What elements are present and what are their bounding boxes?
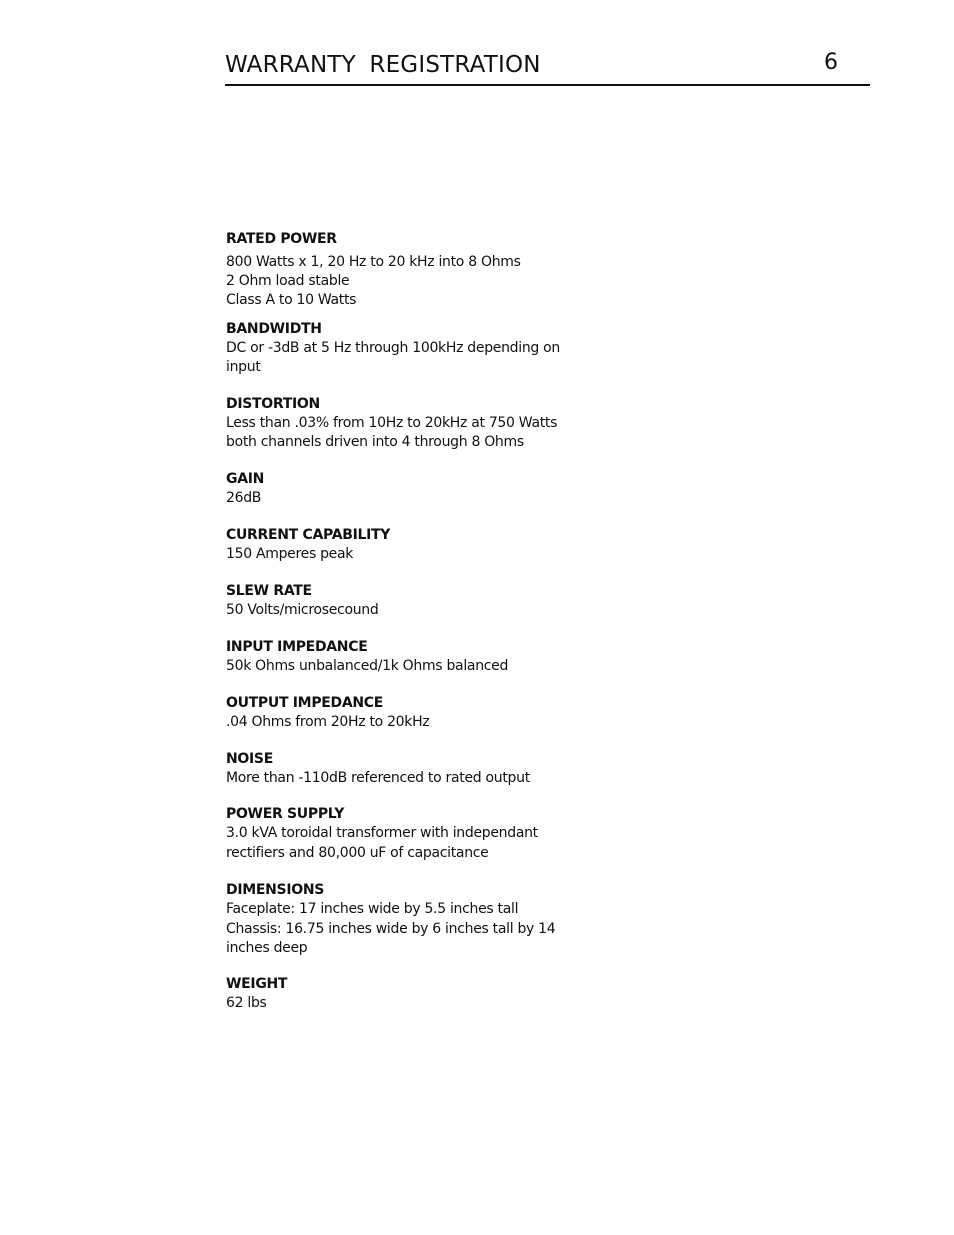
- spec-line: Chassis: 16.75 inches wide by 6 inches tall by 14: [226, 920, 556, 937]
- spec-body: [226, 489, 646, 508]
- spec-heading: RATED POWER: [226, 231, 337, 247]
- spec-body: [226, 769, 646, 788]
- spec-distortion: [226, 395, 646, 452]
- spec-line: Class A to 10 Watts: [226, 292, 357, 308]
- spec-line: .04 Ohms from 20Hz to 20kHz: [226, 714, 430, 730]
- spec-line: 2 Ohm load stable: [226, 273, 350, 289]
- spec-body: [226, 657, 646, 676]
- spec-gain: [226, 470, 646, 508]
- spec-body: [226, 414, 646, 452]
- spec-bandwidth: [226, 320, 646, 377]
- spec-heading: CURRENT CAPABILITY: [226, 527, 391, 543]
- spec-line: 150 Amperes peak: [226, 546, 354, 562]
- page-number: 6: [824, 50, 838, 75]
- spec-body: [226, 713, 646, 732]
- spec-dimensions: [226, 881, 646, 959]
- spec-line: 62 lbs: [226, 995, 267, 1011]
- spec-heading: DISTORTION: [226, 396, 320, 412]
- spec-heading: SLEW RATE: [226, 583, 312, 599]
- spec-heading: NOISE: [226, 751, 273, 767]
- page-title: WARRANTY REGISTRATION: [225, 52, 541, 78]
- spec-heading: GAIN: [226, 471, 265, 487]
- spec-heading: WEIGHT: [226, 976, 288, 992]
- spec-line: input: [226, 359, 261, 375]
- spec-noise: [226, 750, 646, 788]
- spec-rated-power: [226, 230, 646, 310]
- spec-body: [226, 545, 646, 564]
- spec-body: [226, 823, 646, 863]
- spec-line: Faceplate: 17 inches wide by 5.5 inches tall: [226, 901, 519, 917]
- spec-heading: DIMENSIONS: [226, 882, 325, 898]
- spec-line: rectifiers and 80,000 uF of capacitance: [226, 845, 489, 861]
- spec-line: Less than .03% from 10Hz to 20kHz at 750 Watts: [226, 415, 558, 431]
- spec-line: inches deep: [226, 940, 308, 956]
- spec-heading: POWER SUPPLY: [226, 806, 345, 822]
- spec-line: 50 Volts/microsecound: [226, 602, 379, 618]
- spec-body: [226, 339, 646, 377]
- spec-line: 26dB: [226, 490, 262, 506]
- spec-body: [226, 994, 646, 1013]
- spec-line: More than -110dB referenced to rated output: [226, 770, 530, 786]
- page-header: [225, 48, 870, 86]
- spec-power-supply: [226, 806, 646, 863]
- spec-heading: BANDWIDTH: [226, 321, 322, 337]
- spec-output-impedance: [226, 694, 646, 732]
- spec-heading: INPUT IMPEDANCE: [226, 639, 368, 655]
- spec-line: 3.0 kVA toroidal transformer with independant: [226, 825, 538, 841]
- spec-body: [226, 601, 646, 620]
- spec-current-capability: [226, 526, 646, 564]
- spec-heading: OUTPUT IMPEDANCE: [226, 695, 384, 711]
- spec-weight: [226, 975, 646, 1013]
- spec-body: [226, 253, 646, 310]
- spec-line: 50k Ohms unbalanced/1k Ohms balanced: [226, 658, 509, 674]
- spec-input-impedance: [226, 638, 646, 676]
- spec-line: DC or -3dB at 5 Hz through 100kHz depending on: [226, 340, 560, 356]
- spec-slew-rate: [226, 582, 646, 620]
- spec-line: both channels driven into 4 through 8 Ohms: [226, 434, 524, 450]
- spec-body: [226, 900, 646, 959]
- spec-line: 800 Watts x 1, 20 Hz to 20 kHz into 8 Ohms: [226, 254, 521, 270]
